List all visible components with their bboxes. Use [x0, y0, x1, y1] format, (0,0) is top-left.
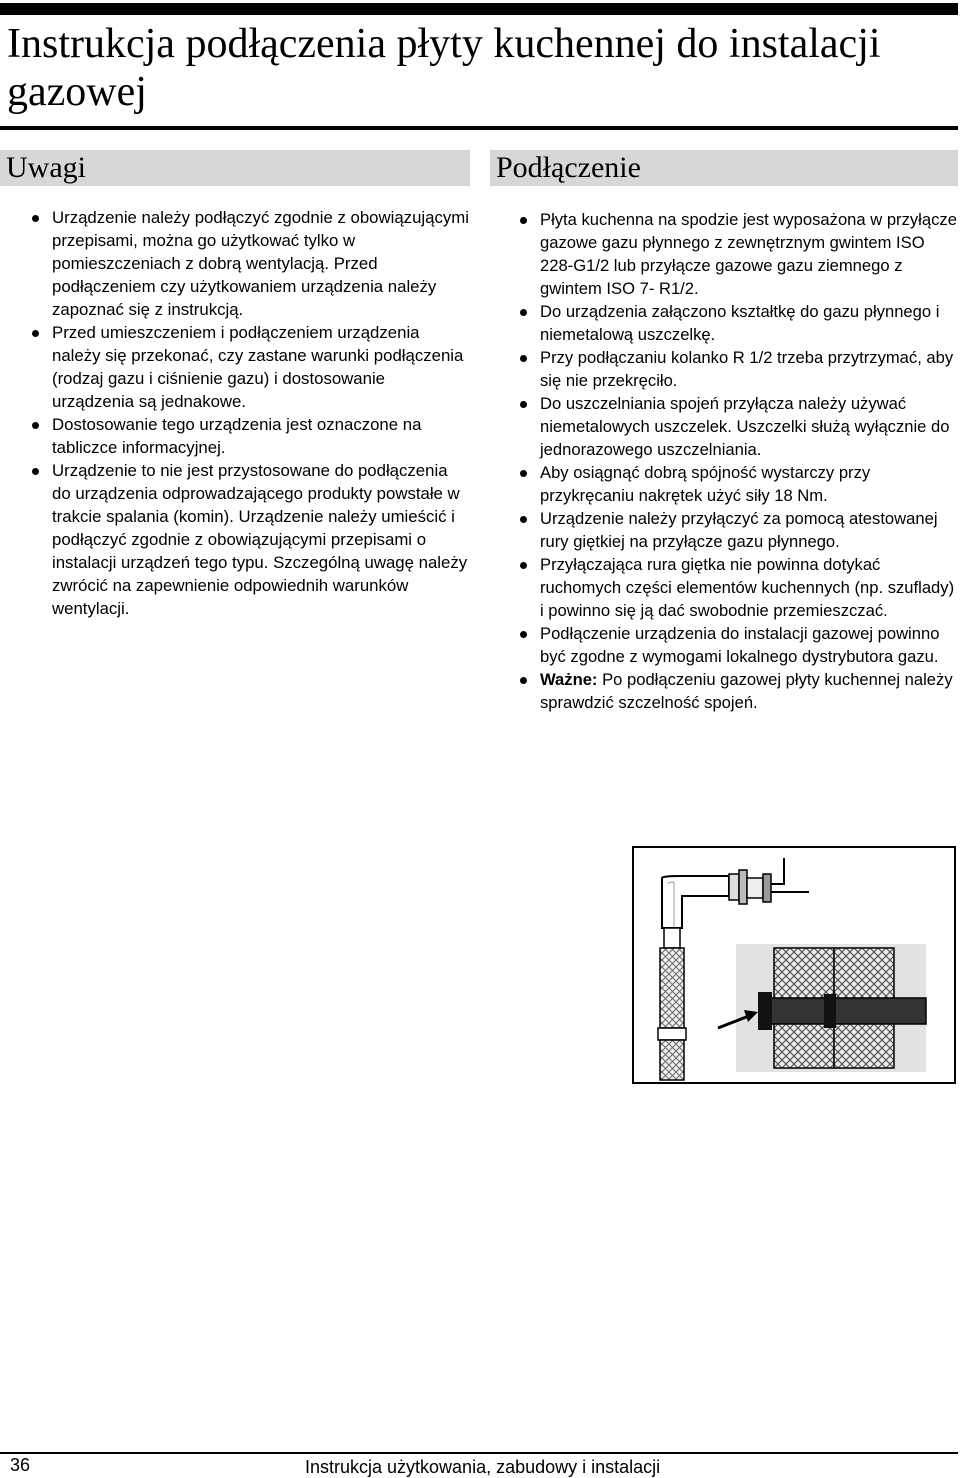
list-item-text: Do uszczelniania spojeń przyłącza należy używać niemetalowych uszczelek. Uszczelki służą wyłącznie do jednorazowego uszczelniania.: [540, 394, 950, 459]
list-item: [30, 459, 470, 620]
page-title: Instrukcja podłączenia płyty kuchennej do instalacji gazowej: [7, 21, 881, 115]
footer-divider: [0, 1452, 958, 1454]
list-item: [518, 461, 958, 507]
bullet-icon: [520, 309, 527, 316]
list-item-text: Płyta kuchenna na spodzie jest wyposażona w przyłącze gazowe gazu płynnego z zewnętrznym gwintem ISO 228-G1/2 lub przyłącze gazowe gazu ziemnego z gwintem ISO 7- R1/2.: [540, 210, 957, 298]
bullet-icon: [520, 562, 527, 569]
top-bar: [0, 3, 958, 15]
bullet-icon: [32, 215, 39, 222]
bullet-icon: [520, 401, 527, 408]
list-item-text: Dostosowanie tego urządzenia jest oznaczone na tabliczce informacyjnej.: [52, 415, 422, 457]
gas-connection-diagram-icon: [634, 848, 954, 1082]
bullet-icon: [32, 468, 39, 475]
list-item: [518, 208, 958, 300]
important-label: Ważne:: [540, 670, 598, 689]
bullet-icon: [520, 355, 527, 362]
list-item: [30, 206, 470, 321]
bullet-icon: [520, 470, 527, 477]
bullet-icon: [520, 677, 527, 684]
bullet-icon: [32, 330, 39, 337]
list-item: [518, 300, 958, 346]
section-heading-podlaczenie: Podłączenie: [490, 150, 958, 186]
list-item-text: Aby osiągnąć dobrą spójność wystarczy przy przykręcaniu nakrętek użyć siły 18 Nm.: [540, 463, 871, 505]
bullet-icon: [520, 631, 527, 638]
list-item-text: Podłączenie urządzenia do instalacji gazowej powinno być zgodne z wymogami lokalnego dystrybutora gazu.: [540, 624, 940, 666]
list-item: [518, 392, 958, 461]
list-item-text: Przy podłączaniu kolanko R 1/2 trzeba przytrzymać, aby się nie przekręciło.: [540, 348, 954, 390]
bullet-icon: [520, 217, 527, 224]
important-text: Po podłączeniu gazowej płyty kuchennej należy sprawdzić szczelność spojeń.: [540, 670, 953, 712]
footer-text: Instrukcja użytkowania, zabudowy i instalacji: [305, 1457, 661, 1477]
list-item-text: Urządzenie należy przyłączyć za pomocą atestowanej rury giętkiej na przyłącze gazu płynnego.: [540, 509, 938, 551]
list-item: [518, 622, 958, 668]
list-item: [518, 346, 958, 392]
list-item: [30, 321, 470, 413]
list-item: [518, 507, 958, 553]
list-item-text: Do urządzenia załączono kształtkę do gazu płynnego i niemetalową uszczelkę.: [540, 302, 940, 344]
list-item-text: Urządzenie należy podłączyć zgodnie z obowiązującymi przepisami, można go użytkować tylko w pomieszczeniach z dobrą wentylacją. Przed podłączeniem czy użytkowaniem urządzenia należy zapoznać się z instrukcją.: [52, 208, 469, 319]
title-divider: [0, 126, 958, 130]
page-number: 36: [10, 1455, 31, 1475]
list-item: [30, 413, 470, 459]
list-item: [518, 553, 958, 622]
list-item-text: Przed umieszczeniem i podłączeniem urządzenia należy się przekonać, czy zastane warunki podłączenia (rodzaj gazu i ciśnienie gazu) i dostosowanie urządzenia są jednakowe.: [52, 323, 464, 411]
list-item-text: Przyłączająca rura giętka nie powinna dotykać ruchomych części elementów kuchennych (np. szuflady) i powinno się ją dać swobodnie przemieszczać.: [540, 555, 955, 620]
list-item-important: [518, 668, 958, 714]
bullet-icon: [520, 516, 527, 523]
list-item-text: Urządzenie to nie jest przystosowane do podłączenia do urządzenia odprowadzającego produkty powstałe w trakcie spalania (komin). Urządzenie należy umieścić i podłączyć zgodnie z obowiązującymi przepisami o instalacji urządzeń tego typu. Szczególną uwagę należy zwrócić na zapewnienie odpowiednih warunków wentylacji.: [52, 461, 468, 618]
uwagi-list: [30, 206, 470, 620]
bullet-icon: [32, 422, 39, 429]
section-heading-uwagi: Uwagi: [0, 150, 470, 186]
gas-connection-figure: [632, 846, 956, 1084]
podlaczenie-list: [518, 208, 958, 714]
